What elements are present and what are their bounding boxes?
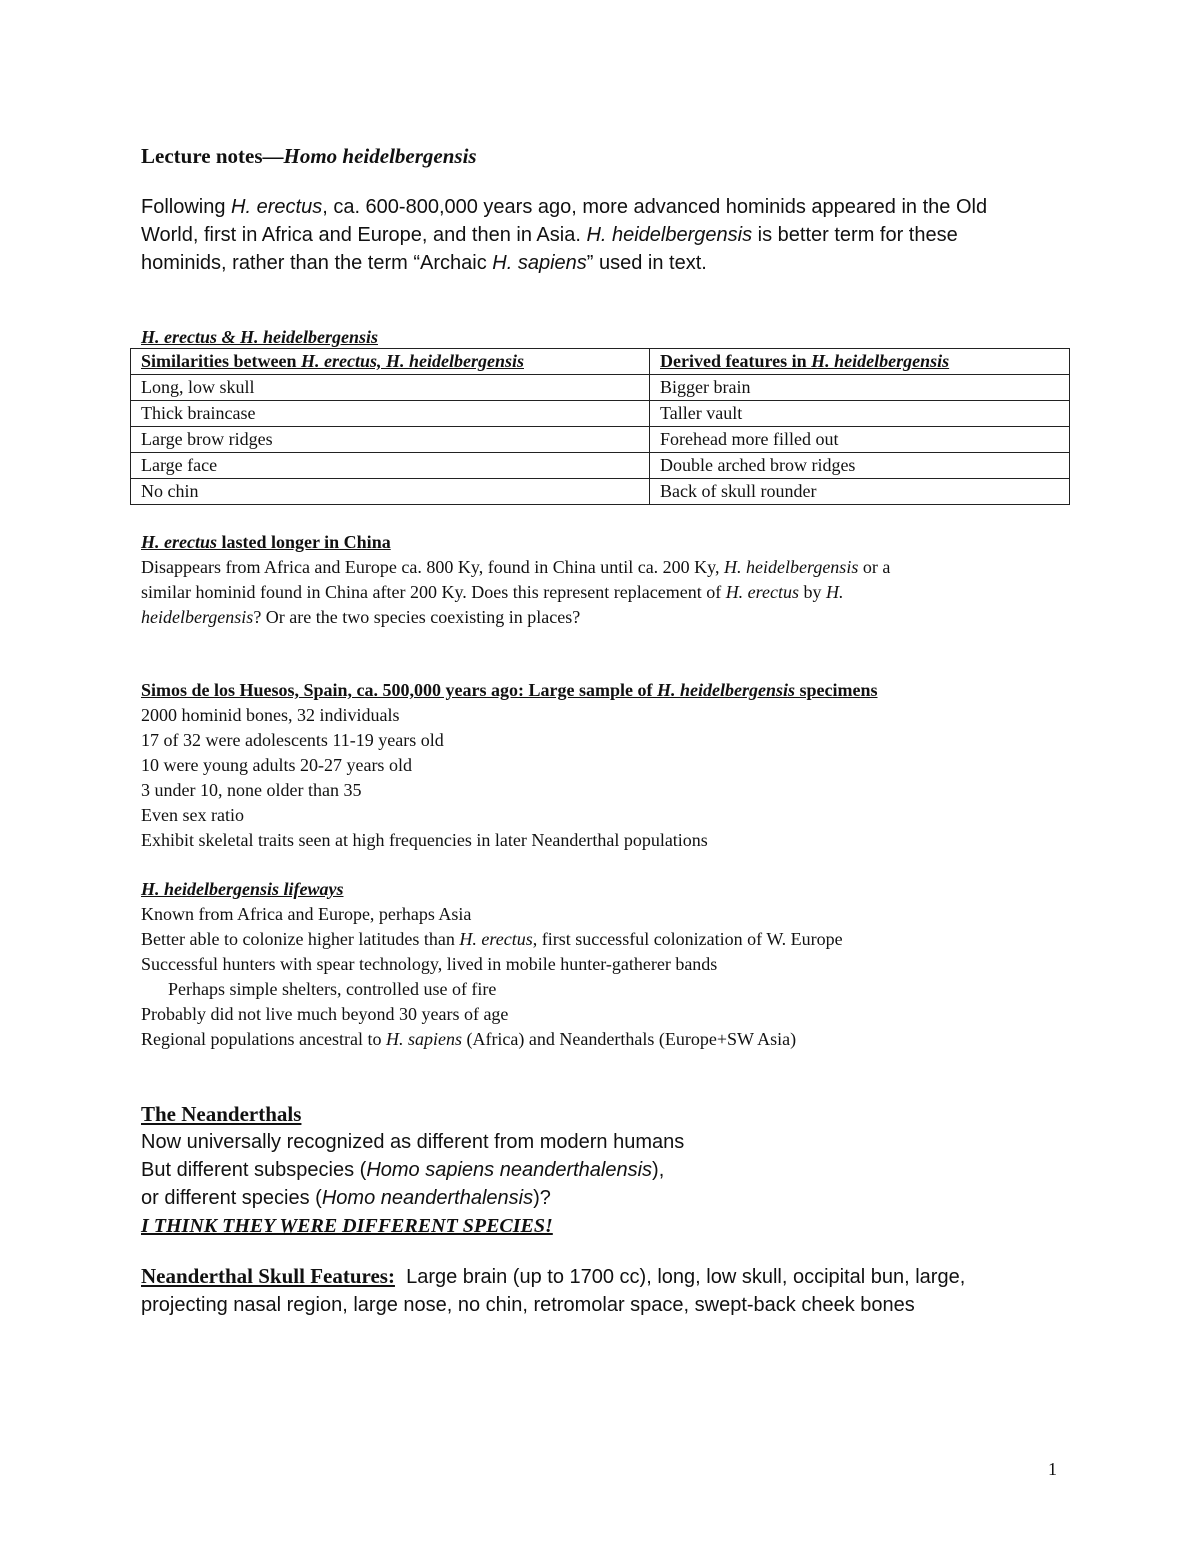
sima-section (141, 678, 878, 853)
china-line (141, 555, 890, 580)
table-row (131, 479, 1070, 505)
text-run: Probably did not live much beyond 30 years of age (141, 1004, 509, 1024)
neanderthals-section (141, 1100, 684, 1240)
text-run: , first successful colonization of W. Europe (532, 929, 843, 949)
text-run: Derived features in (660, 351, 812, 371)
text-run: or a (858, 557, 891, 577)
china-heading (141, 530, 890, 555)
table-cell: Taller vault (650, 401, 1070, 427)
skull-features-text: Large brain (up to 1700 cc), long, low skull, occipital bun, large, (394, 1266, 966, 1288)
column-header-similarities (131, 349, 650, 375)
text-run: lasted longer in China (217, 532, 391, 552)
text-run: Perhaps simple shelters, controlled use of fire (141, 979, 497, 999)
text-run: ? Or are the two species coexisting in places? (253, 607, 581, 627)
italic-term: H. heidelbergensis (657, 680, 796, 700)
text-run: Successful hunters with spear technology, lived in mobile hunter-gatherer bands (141, 954, 718, 974)
table-cell: Bigger brain (650, 375, 1070, 401)
lifeways-heading: H. heidelbergensis lifeways (141, 879, 344, 899)
text-run: hominids, rather than the term “Archaic (141, 252, 493, 274)
table-caption: H. erectus & H. heidelbergensis (141, 327, 378, 347)
text-run: (Africa) and Neanderthals (Europe+SW Asia) (461, 1029, 797, 1049)
table-cell: Large brow ridges (131, 427, 650, 453)
sima-line: 2000 hominid bones, 32 individuals (141, 705, 400, 725)
page-title: Lecture notes—Homo heidelbergensis (141, 144, 477, 168)
text-run: by (799, 582, 826, 602)
neanderthals-line (141, 1156, 684, 1184)
text-run: , ca. 600-800,000 years ago, more advanced hominids appeared in the Old (322, 196, 988, 218)
italic-term: H. sapiens (385, 1029, 462, 1049)
italic-term: H. erectus (459, 929, 533, 949)
text-run: Regional populations ancestral to (141, 1029, 386, 1049)
text-run: Better able to colonize higher latitudes than (141, 929, 460, 949)
sima-line: 10 were young adults 20-27 years old (141, 755, 412, 775)
neanderthals-line (141, 1184, 684, 1212)
lifeways-line (141, 1027, 843, 1052)
italic-term: H. erectus (141, 532, 217, 552)
table-cell: Forehead more filled out (650, 427, 1070, 453)
italic-term: heidelbergensis (141, 607, 254, 627)
text-run: )? (533, 1187, 551, 1209)
text-run: But different subspecies ( (141, 1159, 367, 1181)
italic-term: H. erectus (231, 196, 323, 218)
lifeways-line (141, 927, 843, 952)
neanderthals-heading: The Neanderthals (141, 1102, 302, 1126)
italic-term: H. erectus, H. heidelbergensis (300, 351, 524, 371)
lifeways-line (141, 902, 843, 927)
text-run: or different species ( (141, 1187, 322, 1209)
sima-line: Even sex ratio (141, 805, 244, 825)
sima-line: Exhibit skeletal traits seen at high frequencies in later Neanderthal populations (141, 830, 708, 850)
skull-features-section (141, 1262, 965, 1319)
skull-features-line (141, 1262, 965, 1291)
italic-term: Homo sapiens neanderthalensis (366, 1159, 653, 1181)
lifeways-section (141, 877, 843, 1052)
text-run: ” used in text. (586, 252, 707, 274)
text-run: Now universally recognized as different from modern humans (141, 1131, 685, 1153)
text-run: specimens (795, 680, 878, 700)
china-line (141, 580, 890, 605)
table-row (131, 453, 1070, 479)
intro-line (141, 249, 987, 277)
text-run: Simos de los Huesos, Spain, ca. 500,000 years ago: Large sample of (141, 680, 658, 700)
italic-term: H. (826, 582, 844, 602)
skull-features-line: projecting nasal region, large nose, no chin, retromolar space, swept-back cheek bones (141, 1294, 915, 1316)
italic-term: H. erectus (725, 582, 799, 602)
text-run: World, first in Africa and Europe, and then in Asia. (141, 224, 587, 246)
sima-heading (141, 678, 878, 703)
italic-term: H. heidelbergensis (586, 224, 753, 246)
intro-line (141, 193, 987, 221)
table-row (131, 375, 1070, 401)
italic-term: H. heidelbergensis (724, 557, 859, 577)
italic-term: H. heidelbergensis (811, 351, 950, 371)
lifeways-line (141, 952, 843, 977)
text-run: ), (652, 1159, 665, 1181)
china-line (141, 605, 890, 630)
intro-line (141, 221, 987, 249)
table-header-row (131, 349, 1070, 375)
comparison-table (130, 348, 1070, 505)
text-run: Following (141, 196, 232, 218)
intro-paragraph (141, 193, 987, 277)
china-section (141, 530, 890, 630)
neanderthals-line (141, 1128, 684, 1156)
lifeways-line (141, 1002, 843, 1027)
text-run: Similarities between (141, 351, 301, 371)
table-cell: Back of skull rounder (650, 479, 1070, 505)
text-run: is better term for these (752, 224, 958, 246)
italic-term: Homo neanderthalensis (321, 1187, 534, 1209)
text-run: Disappears from Africa and Europe ca. 800 Ky, found in China until ca. 200 Ky, (141, 557, 725, 577)
skull-features-label: Neanderthal Skull Features: (141, 1264, 395, 1288)
table-cell: No chin (131, 479, 650, 505)
sima-line: 3 under 10, none older than 35 (141, 780, 362, 800)
text-run: similar hominid found in China after 200 Ky. Does this represent replacement of (141, 582, 726, 602)
text-run: Known from Africa and Europe, perhaps Asia (141, 904, 472, 924)
page-number: 1 (1048, 1459, 1057, 1479)
table-cell: Double arched brow ridges (650, 453, 1070, 479)
column-header-derived-features (650, 349, 1070, 375)
italic-term: H. sapiens (492, 252, 587, 274)
lifeways-line (141, 977, 843, 1002)
table-cell: Thick braincase (131, 401, 650, 427)
table-row (131, 401, 1070, 427)
sima-line: 17 of 32 were adolescents 11-19 years old (141, 730, 444, 750)
table-cell: Long, low skull (131, 375, 650, 401)
table-row (131, 427, 1070, 453)
table-cell: Large face (131, 453, 650, 479)
opinion-statement: I THINK THEY WERE DIFFERENT SPECIES! (141, 1215, 553, 1237)
